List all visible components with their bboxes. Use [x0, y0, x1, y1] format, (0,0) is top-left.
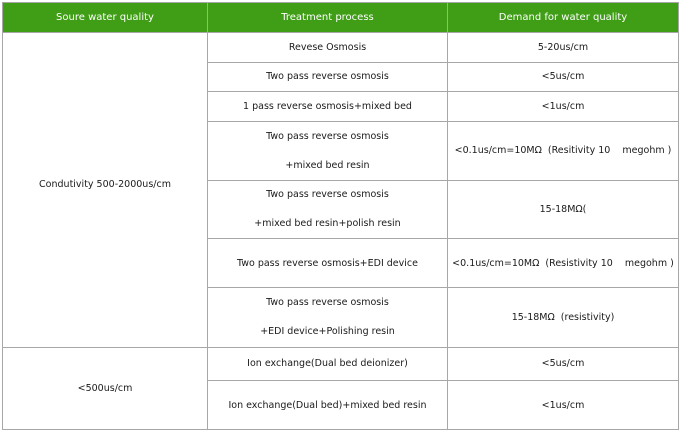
process-cell	[208, 347, 448, 381]
demand-cell: 5-20us/cm	[448, 33, 679, 63]
process-line: Revese Osmosis	[288, 41, 367, 53]
process-cell	[208, 238, 448, 288]
demand-cell: <0.1us/cm=10MΩ (Resitivity 10 megohm )	[448, 121, 679, 180]
process-cell	[208, 33, 448, 63]
process-cell	[208, 92, 448, 122]
demand-cell: <5us/cm	[448, 62, 679, 92]
process-line: Two pass reverse osmosis	[266, 130, 389, 142]
process-line: 1 pass reverse osmosis+mixed bed	[243, 100, 412, 112]
process-cell	[208, 62, 448, 92]
process-line: +mixed bed resin+polish resin	[254, 218, 401, 230]
source-cell-conductivity: Condutivity 500-2000us/cm	[3, 33, 208, 348]
process-cell	[208, 121, 448, 180]
header-demand-water-quality: Demand for water quality	[448, 3, 679, 33]
demand-cell: <0.1us/cm=10MΩ (Resistivity 10 megohm )	[448, 238, 679, 288]
process-cell	[208, 288, 448, 347]
process-cell	[208, 180, 448, 238]
demand-cell: <1us/cm	[448, 92, 679, 122]
demand-cell: <5us/cm	[448, 347, 679, 381]
process-line: Two pass reverse osmosis	[266, 71, 389, 83]
water-quality-table	[2, 2, 679, 430]
process-line: Ion exchange(Dual bed deionizer)	[247, 358, 408, 370]
table-row	[3, 33, 679, 63]
source-cell-low-conductivity: <500us/cm	[3, 347, 208, 430]
process-line: Two pass reverse osmosis+EDI device	[236, 257, 418, 269]
demand-cell: 15-18MΩ(	[448, 180, 679, 238]
demand-cell: 15-18MΩ (resistivity)	[448, 288, 679, 347]
process-line: Ion exchange(Dual bed)+mixed bed resin	[228, 399, 427, 411]
header-source-water-quality: Soure water quality	[3, 3, 208, 33]
process-line: Two pass reverse osmosis	[266, 189, 389, 201]
demand-cell: <1us/cm	[448, 381, 679, 430]
process-line: +mixed bed resin	[285, 159, 370, 171]
header-treatment-process: Treatment process	[208, 3, 448, 33]
table-row	[3, 347, 679, 381]
header-row	[3, 3, 679, 33]
process-line: Two pass reverse osmosis	[266, 297, 389, 309]
process-cell	[208, 381, 448, 430]
process-line: +EDI device+Polishing resin	[260, 326, 395, 338]
